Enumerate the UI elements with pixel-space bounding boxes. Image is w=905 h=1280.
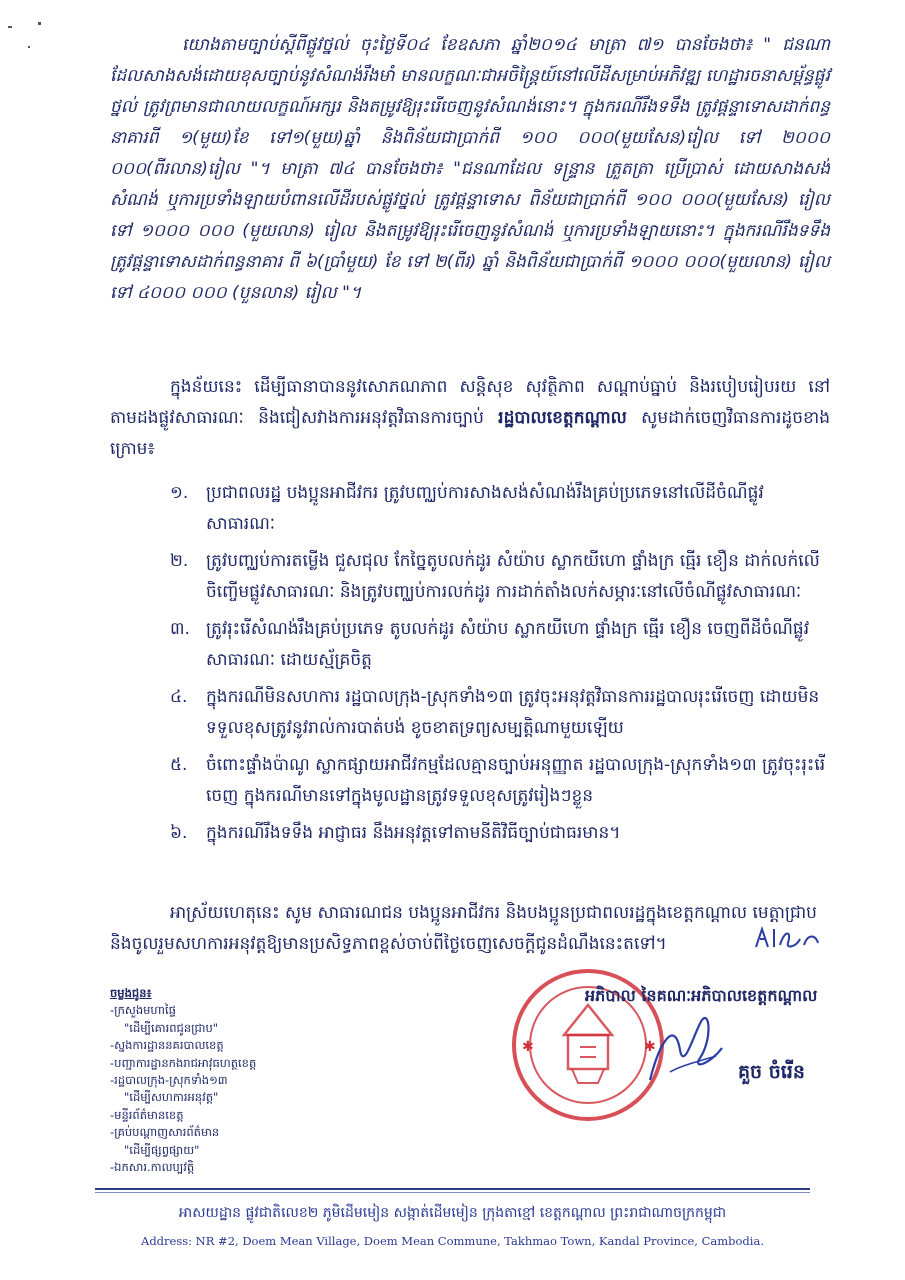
item-text: ប្រជាពលរដ្ឋ បងប្អូនអាជីវករ ត្រូវបញ្ឈប់ការសាងសង់សំណង់រឹងគ្រប់ប្រភេទនៅលើដីចំណីផ្លូវសាធារណៈ <box>206 483 764 534</box>
footer-khmer-address: អាសយដ្ឋាន ផ្លូវជាតិលេខ២ ភូមិដើមមៀន សង្កាត់ដើមមៀន ក្រុងតាខ្មៅ ខេត្តកណ្តាល ព្រះរាជាណាចក្រកម្ពុជា <box>178 1205 727 1221</box>
copy-to-list <box>110 985 410 1176</box>
footer-english-address: Address: NR #2, Doem Mean Village, Doem Mean Commune, Takhmao Town, Kandal Province, Cambodia. <box>141 1234 764 1248</box>
conclusion-paragraph: អាស្រ័យហេតុនេះ សូម សាធារណជន បងប្អូនអាជីវករ និងបងប្អូនប្រជាពលរដ្ឋក្នុងខេត្តកណ្តាល មេត្តាជ្រាប និងចូលរួមសហការអនុវត្តឱ្យមានប្រសិទ្ធភាពខ្ពស់ចាប់ពីថ្ងៃចេញសេចក្តីជូនដំណឹងនេះតទៅ។ <box>110 903 817 954</box>
copy-to-note: "ដើម្បីផ្សព្វផ្សាយ" <box>124 1142 200 1157</box>
item-text: ចំពោះផ្ទាំងប៉ាណូ ស្លាកផ្សាយអាជីវកម្មដែលគ្មានច្បាប់អនុញ្ញាត រដ្ឋបាលក្រុង-ស្រុកទាំង១៣ ត្រូវចុះរុះរើចេញ ក្នុងករណីមានទៅក្នុងមូលដ្ឋានត្រូវទទួលខុសត្រូវរៀងៗខ្លួន <box>206 755 826 806</box>
copy-to-note: "ដើម្បីគោរពជូនជ្រាប" <box>124 1020 219 1035</box>
svg-text:✱: ✱ <box>522 1039 534 1055</box>
item-number: ៦. <box>170 823 188 843</box>
item-number: ៣. <box>170 619 190 639</box>
purpose-text: ក្នុងន័យនេះ ដើម្បីធានាបាននូវសោភណភាព សន្តិសុខ សុវត្ថិភាព សណ្តាប់ធ្នាប់ និងរបៀបរៀបរយ នៅតាមដងផ្លូវសាធារណៈ និងជៀសវាងការអនុវត្តវិធានការច្បាប់ <box>110 377 830 428</box>
copy-to-item: -ស្នងការដ្ឋាននគរបាលខេត្ត <box>110 1038 224 1053</box>
item-text: ត្រូវរុះរើសំណង់រឹងគ្រប់ប្រភេទ តូបលក់ដូរ សំយ៉ាប ស្លាកយីហោ ផ្ទាំងក្រ ធ្មើរ ខឿន ចេញពីដីចំណីផ្លូវសាធារណៈ ដោយស្ម័គ្រចិត្ត <box>206 619 810 670</box>
legal-reference-paragraph: យោងតាមច្បាប់ស្តីពីផ្លូវថ្នល់ ចុះថ្ងៃទី០៤ ខែឧសភា ឆ្នាំ២០១៤ មាត្រា ៧១ បានចែងថា៖ " ជនណាដែលសាងសង់ដោយខុសច្បាប់នូវសំណង់រឹងមាំ មានលក្ខណៈជាអចិន្ត្រៃយ៍នៅលើដីសម្រាប់អភិវឌ្ឍ ហេដ្ឋារចនាសម្ព័ន្ធផ្លូវថ្នល់ ត្រូវព្រមានជាលាយលក្ខណ៍អក្សរ និងតម្រូវឱ្យរុះរើចេញនូវសំណង់នោះ។ ក្នុងករណីរឹងទទឹង ត្រូវផ្តន្ទាទោសដាក់ពន្ធនាគារពី ១(មួយ)ខែ ទៅ១(មួយ)ឆ្នាំ និងពិន័យជាប្រាក់ពី ១០០ ០០០(មួយសែន)រៀល ទៅ ២០០០ ០០០(ពីរលាន)រៀល "។ មាត្រា ៧៤ បានចែងថា៖ "ជនណាដែល ទន្ទ្រាន ត្រួតត្រា ប្រើប្រាស់ ដោយសាងសង់សំណង់ ឬការប្រទាំងឡាយបំពានលើដីរបស់ផ្លូវថ្នល់ ត្រូវផ្តន្ទាទោស ពិន័យជាប្រាក់ពី ១០០ ០០០(មួយសែន) រៀល ទៅ ១០០០ ០០០ (មួយលាន) រៀល និងតម្រូវឱ្យរុះរើចេញនូវសំណង់ ឬការប្រទាំងឡាយនោះ។ ក្នុងករណីរឹងទទឹង ត្រូវផ្តន្ទាទោសដាក់ពន្ធនាគារ ពី ៦(ប្រាំមួយ) ខែ ទៅ ២(ពីរ) ឆ្នាំ និងពិន័យជាប្រាក់ពី ១០០០ ០០០(មួយលាន) រៀល ទៅ ៤០០០ ០០០ (បួនលាន) រៀល "។ <box>110 35 830 303</box>
item-text: ក្នុងករណីរឹងទទឹង អាជ្ញាធរ នឹងអនុវត្តទៅតាមនីតិវិធីច្បាប់ជាធរមាន។ <box>206 823 621 843</box>
list-item <box>170 546 830 608</box>
scan-speck <box>38 22 41 25</box>
signatory-name: គួច ចំរើន <box>738 1061 805 1083</box>
signatory-title: អភិបាល នៃគណៈអភិបាលខេត្តកណ្តាល <box>585 986 818 1005</box>
svg-text:✱: ✱ <box>644 1039 656 1055</box>
purpose-paragraph <box>110 372 830 465</box>
item-number: ៤. <box>170 687 188 707</box>
handwritten-initials <box>752 925 822 956</box>
copy-to-item: -គ្រប់បណ្តាញសារព័ត៌មាន <box>110 1125 220 1140</box>
item-text: ក្នុងករណីមិនសហការ រដ្ឋបាលក្រុង-ស្រុកទាំង១៣ ត្រូវចុះអនុវត្តវិធានការរដ្ឋបាលរុះរើចេញ ដោយមិនទទួលខុសត្រូវនូវរាល់ការបាត់បង់ ខូចខាតទ្រព្យសម្បត្តិណាមួយឡើយ <box>206 687 820 738</box>
list-item <box>170 478 830 540</box>
item-number: ១. <box>170 483 189 503</box>
copy-to-item: -ឯកសារ.កាលប្បវត្តិ <box>110 1160 195 1175</box>
footer-rule <box>95 1188 810 1190</box>
copy-to-item: -បញ្ជាការដ្ឋានកងរាជអាវុធហត្ថខេត្ត <box>110 1055 257 1070</box>
scan-speck <box>8 26 12 28</box>
copy-to-item: -រដ្ឋបាលក្រុង-ស្រុកទាំង១៣ <box>110 1073 228 1088</box>
item-text: ត្រូវបញ្ឈប់ការតម្លើង ជួសជុល កែច្នៃតូបលក់ដូរ សំយ៉ាប ស្លាកយីហោ ផ្ទាំងក្រ ធ្មើរ ខឿន ដាក់លក់លើចិញ្ចើមផ្លូវសាធារណៈ និងត្រូវបញ្ឈប់ការលក់ដូរ ការដាក់តាំងលក់សម្ភារៈនៅលើចំណីផ្លូវសាធារណៈ <box>206 551 820 602</box>
copy-to-item: -មន្ទីរព័ត៌មានខេត្ត <box>110 1107 184 1122</box>
measures-list <box>170 478 830 855</box>
item-number: ២. <box>170 551 189 571</box>
copy-to-item: -ក្រសួងមហាផ្ទៃ <box>110 1003 176 1018</box>
list-item <box>170 750 830 812</box>
purpose-text-end: សូមដាក់ចេញវិធានការដូចខាងក្រោម៖ <box>110 408 830 459</box>
list-item <box>170 818 830 849</box>
issuing-authority: រដ្ឋបាលខេត្តកណ្តាល <box>498 408 627 428</box>
footer-rule-thin <box>95 1192 810 1193</box>
copy-to-note: "ដើម្បីសហការអនុវត្ត" <box>124 1090 219 1105</box>
handwritten-signature <box>640 1000 730 1090</box>
scan-speck <box>28 46 30 48</box>
list-item <box>170 682 830 744</box>
item-number: ៥. <box>170 755 188 775</box>
copy-to-heading: ចម្លងជូន៖ <box>110 986 152 1000</box>
list-item <box>170 614 830 676</box>
